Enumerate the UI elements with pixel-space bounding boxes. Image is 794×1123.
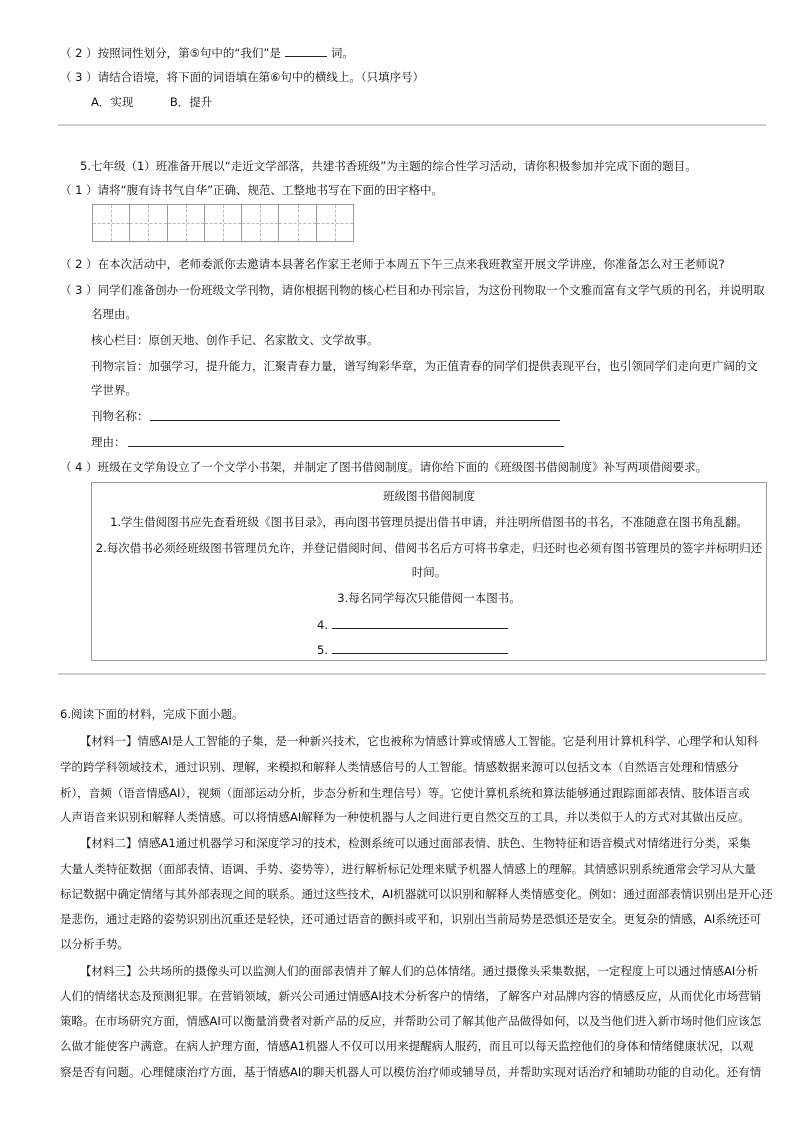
- q5-part2: （ 2 ）在本次活动中，老师委派你去邀请本县著名作家王老师于本周五下午三点来我班教室开展文学讲座，你准备怎么对王老师说?: [60, 257, 725, 271]
- rule-5-line: [317, 641, 508, 658]
- grid-cell[interactable]: [279, 205, 316, 241]
- reason-blank[interactable]: [128, 446, 564, 447]
- material-3-line: 策略。在市场研究方面，情感AI可以衡量消费者对新产品的反应，并帮助公司了解其他产品做得如何，以及当他们进入新市场时他们应该怎: [60, 1014, 762, 1028]
- material-2-line: 标记数据中确定情绪与其外部表现之间的联系。通过这些技术，AI机器就可以识别和解释人类情感变化。例如：通过面部表情识别出是开心还: [60, 887, 773, 901]
- reason-label: 理由：: [91, 435, 126, 449]
- material-3-line: 人们的情绪状态及预测犯罪。在营销领域，新兴公司通过情感AI技术分析客户的情绪，了解客户对品牌内容的情感反应，从而优化市场营销: [60, 989, 762, 1003]
- rule-2-line1: 2.每次借书必须经班级图书管理员允许，并登记借阅时间、借阅书名后方可将书拿走，归还时也必须有图书管理员的签字并标明归还: [95, 541, 763, 555]
- q6-intro: 6.阅读下面的材料，完成下面小题。: [60, 707, 244, 721]
- material-3-line: 么做才能使客户满意。在病人护理方面，情感A1机器人不仅可以用来提醒病人服药，而且可以每天监控他们的身体和情绪健康状况，以观: [60, 1039, 754, 1053]
- material-2-line: 以分析手势。: [60, 937, 129, 951]
- rule-4-line: [317, 616, 508, 633]
- grid-cell[interactable]: [205, 205, 242, 241]
- material-2-line: 大量人类特征数据（面部表情、语调、手势、姿势等），进行解析标记处理来赋予机器人情感上的理解。其情感识别系统通常会学习从大量: [60, 862, 756, 876]
- grid-cell[interactable]: [242, 205, 279, 241]
- section-divider: [58, 673, 766, 675]
- q5-part1: （ 1 ）请将“腹有诗书气自华”正确、规范、工整地书写在下面的田字格中。: [60, 183, 444, 197]
- rule-1: 1.学生借阅图书应先查看班级《图书目录》，再向图书管理员提出借书申请，并注明所借图书的书名，不准随意在图书角乱翻。: [110, 515, 748, 529]
- grid-cell[interactable]: [93, 205, 130, 241]
- grid-cell[interactable]: [130, 205, 167, 241]
- grid-cell[interactable]: [168, 205, 205, 241]
- writing-grid[interactable]: [92, 204, 354, 242]
- section-divider: [58, 124, 766, 126]
- rule-5-number: 5.: [317, 643, 328, 657]
- material-1-line: 【材料一】情感AI是人工智能的子集，是一种新兴技术，它也被称为情感计算或情感人工智能。它是利用计算机科学、心理学和认知科: [80, 734, 759, 748]
- aim-text-line1: 刊物宗旨：加强学习，提升能力，汇聚青春力量，谱写绚彩华章，为正值青春的同学们提供表现平台，也引领同学们走向更广阔的文: [91, 359, 758, 373]
- core-columns-text: 核心栏目：原创天地、创作手记、名家散文、文学故事。: [91, 333, 379, 347]
- aim-text-line2: 学世界。: [91, 383, 137, 397]
- q5-part4: （ 4 ）班级在文学角设立了一个文学小书架，并制定了图书借阅制度。请你给下面的《班级图书借阅制度》补写两项借阅要求。: [60, 460, 708, 474]
- rule-5-blank[interactable]: [332, 641, 508, 654]
- question-2-text: （ 2 ）按照词性划分，第⑤句中的“我们”是: [60, 46, 281, 60]
- question-2-suffix: 词。: [330, 46, 354, 60]
- rule-4-blank[interactable]: [332, 616, 508, 629]
- question-3-text: （ 3 ）请结合语境，将下面的词语填在第⑥句中的横线上。（只填序号）: [60, 70, 425, 84]
- rule-2-line2: 时间。: [411, 565, 447, 579]
- material-1-line: 学的跨学科领域技术，通过识别、理解，来模拟和解释人类情感信号的人工智能。情感数据来源可以包括文本（自然语言处理和情感分: [60, 760, 739, 774]
- journal-name-label: 刊物名称：: [91, 409, 149, 423]
- journal-name-blank[interactable]: [150, 420, 560, 421]
- rules-title: 班级图书借阅制度: [383, 489, 475, 503]
- material-1-line: 人声语音来识别和解释人类情感。可以将情感AI解释为一种使机器与人之间进行更自然交互的工具，并以类似于人的方式对其做出反应。: [60, 810, 750, 824]
- q5-part3-line1: （ 3 ）同学们准备创办一份班级文学刊物，请你根据刊物的核心栏目和办刊宗旨，为这份刊物取一个文雅而富有文学气质的刊名，并说明取: [60, 283, 765, 297]
- material-3-line: 察是否有问题。心理健康治疗方面，基于情感AI的聊天机器人可以模仿治疗师或辅导员，并帮助实现对话治疗和辅助功能的自动化。还有情: [60, 1065, 762, 1079]
- material-2-line: 是悲伤，通过走路的姿势识别出沉重还是轻快，还可通过语音的颤抖或平和，识别出当前局势是恐惧还是安全。更复杂的情感，AI系统还可: [60, 912, 762, 926]
- material-1-line: 析），音频（语音情感AI），视频（面部运动分析，步态分析和生理信号）等。它使计算机系统和算法能够通过跟踪面部表情、肢体语言或: [60, 786, 750, 800]
- q5-part3-line2: 名理由。: [91, 307, 137, 321]
- options-text: A．实现 B．提升: [91, 95, 213, 109]
- rule-4-number: 4.: [317, 618, 328, 632]
- answer-blank[interactable]: [285, 44, 327, 57]
- grid-cell[interactable]: [317, 205, 353, 241]
- material-3-line: 【材料三】公共场所的摄像头可以监测人们的面部表情并了解人们的总体情绪。通过摄像头采集数据，一定程度上可以通过情感AI分析: [80, 964, 759, 978]
- rule-3: 3.每名同学每次只能借阅一本图书。: [337, 591, 521, 605]
- material-2-line: 【材料二】情感A1通过机器学习和深度学习的技术，检测系统可以通过面部表情、肤色、生物特征和语音模式对情绪进行分类，采集: [80, 836, 751, 850]
- question-2-line: [60, 44, 354, 61]
- q5-intro: 5.七年级（1）班准备开展以“走近文学部落，共建书香班级”为主题的综合性学习活动，请你积极参加并完成下面的题目。: [80, 159, 697, 173]
- rules-box: [91, 482, 767, 661]
